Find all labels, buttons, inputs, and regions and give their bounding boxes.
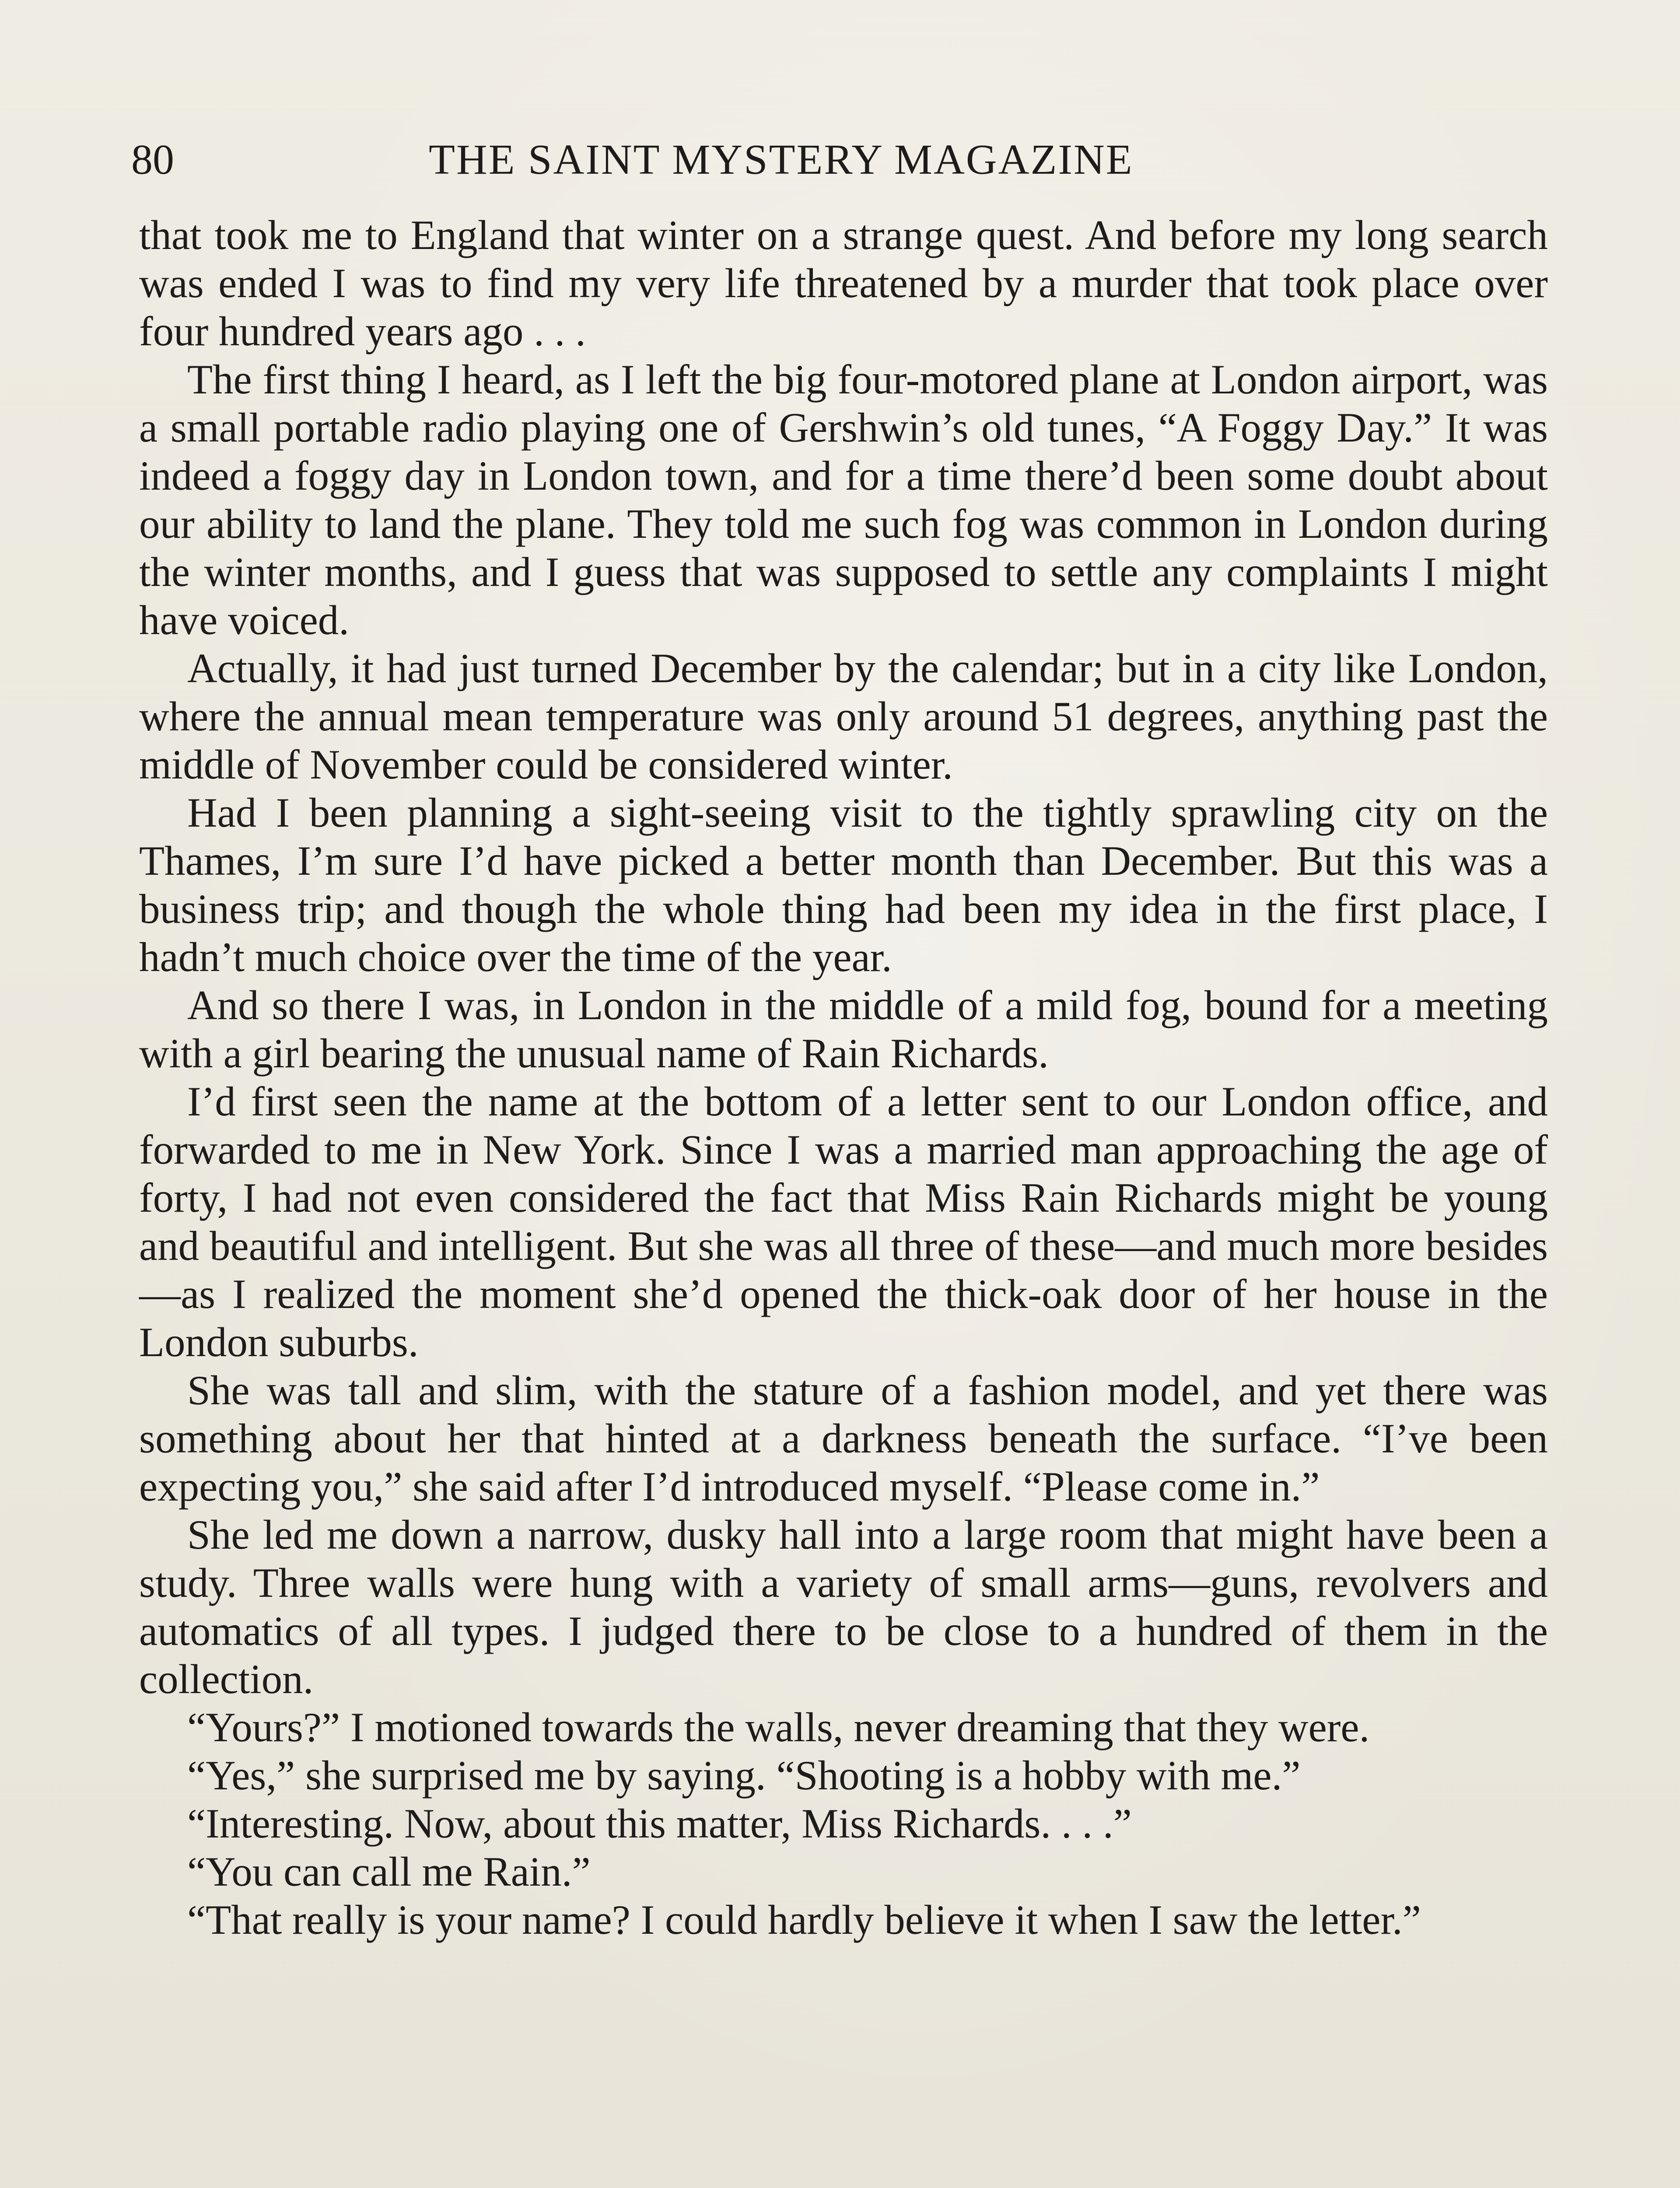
- paragraph: And so there I was, in London in the middle of a mild fog, bound for a meeting with a girl bearing the unusual name of Rain Richards.: [139, 982, 1548, 1076]
- page-number: 80: [131, 136, 174, 183]
- paragraph: that took me to England that winter on a strange quest. And before my long search was ended I was to find my very life threatened by a murder that took place over four hundred years ago . . .: [139, 212, 1548, 354]
- paragraph: “Interesting. Now, about this matter, Miss Richards. . . .”: [187, 1800, 1132, 1847]
- paragraph: “Yours?” I motioned towards the walls, never dreaming that they were.: [187, 1704, 1370, 1750]
- paragraph: I’d first seen the name at the bottom of a letter sent to our London office, and forwarded to me in New York. Since I was a married man approaching the age of forty, I had not even considered the fact that Miss Rain Richards might be young and beautiful and intelligent. But she was all three of these—and much more besides—as I realized the moment she’d opened the thick-oak door of her house in the London suburbs.: [139, 1078, 1548, 1365]
- story-text: [139, 211, 1548, 1944]
- paragraph: “Yes,” she surprised me by saying. “Shooting is a hobby with me.”: [187, 1752, 1301, 1799]
- paragraph: She was tall and slim, with the stature of a fashion model, and yet there was something about her that hinted at a darkness beneath the surface. “I’ve been expecting you,” she said after I’d introduced myself. “Please come in.”: [139, 1367, 1548, 1510]
- page-header: [131, 127, 1549, 193]
- paragraph: She led me down a narrow, dusky hall into a large room that might have been a study. Three walls were hung with a variety of small arms—guns, revolvers and automatics of all types. I judged there to be close to a hundred of them in the collection.: [139, 1511, 1548, 1702]
- paragraph: The first thing I heard, as I left the big four-motored plane at London airport, was a small portable radio playing one of Gershwin’s old tunes, “A Foggy Day.” It was indeed a foggy day in London town, and for a time there’d been some doubt about our ability to land the plane. They told me such fog was common in London during the winter months, and I guess that was supposed to settle any complaints I might have voiced.: [139, 356, 1548, 643]
- paragraph: Actually, it had just turned December by the calendar; but in a city like London, where the annual mean temperature was only around 51 degrees, anything past the middle of November could be considered winter.: [139, 645, 1548, 788]
- paragraph: “You can call me Rain.”: [187, 1848, 591, 1895]
- paragraph: Had I been planning a sight-seeing visit to the tightly sprawling city on the Thames, I’m sure I’d have picked a better month than December. But this was a business trip; and though the whole thing had been my idea in the first place, I hadn’t much choice over the time of the year.: [139, 789, 1548, 980]
- paragraph: “That really is your name? I could hardly believe it when I saw the letter.”: [187, 1897, 1421, 1943]
- running-title: THE SAINT MYSTERY MAGAZINE: [429, 136, 1134, 183]
